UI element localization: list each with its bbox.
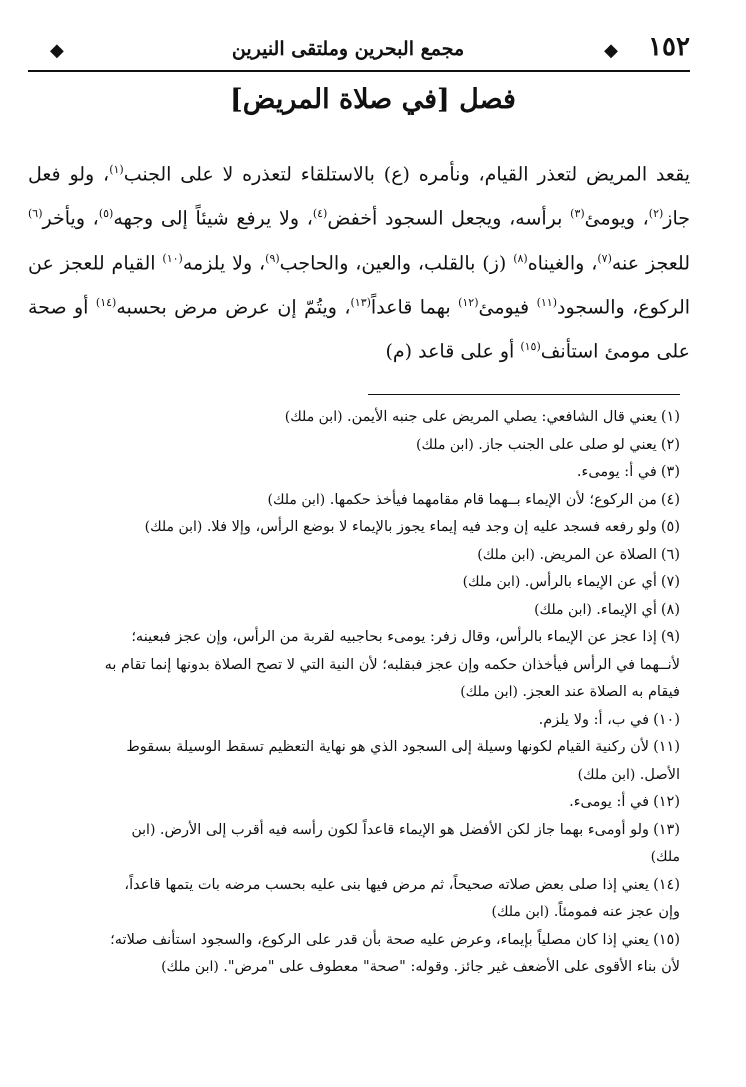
footnote-citation: (ابن ملك) (460, 684, 523, 700)
body-text-segment: ، ويأخر (42, 207, 99, 230)
body-text-segment: ، ولو فعل جاز (28, 163, 691, 230)
footnote (100, 927, 680, 982)
footnotes (100, 404, 680, 982)
footnote-number: (٤) (660, 491, 680, 508)
footnote (100, 514, 680, 542)
footnote (100, 597, 680, 625)
body-text-segment: فيومئ (478, 296, 537, 319)
footnote-number: (٩) (660, 629, 680, 645)
footnote-citation: (ابن ملك) (534, 601, 597, 618)
footnote-number: (٧) (660, 574, 680, 590)
diamond-ornament-icon: ◆ (604, 40, 618, 61)
footnote-ref: (٦) (28, 207, 43, 221)
body-text-segment: ، ويومئ (584, 207, 649, 230)
footnote-text: يعني إذا صلى بعض صلاته صحيحاً، ثم مرض فيها بنى عليه بحسب مرضه بات يتمها قاعداً، وإن عجز عنه فمومئاً. (124, 876, 680, 920)
footnote-text: في أ: يومىء. (576, 464, 657, 480)
footnote-number: (١٢) (653, 794, 680, 810)
footnote-text: أي عن الإيماء بالرأس. (524, 574, 657, 590)
footnote-ref: (٩) (265, 251, 280, 265)
body-text-segment: ، والغيناه (527, 251, 598, 274)
footnote (100, 404, 680, 432)
footnote-text: ولو أومىء بهما جاز لكن الأفضل هو الإيماء قاعداً لكون رأسه فيه أقرب إلى الأرض. (159, 821, 650, 838)
footnote-text: يعني لو صلى على الجنب جاز. (478, 436, 657, 453)
footnote-number: (٦) (660, 546, 680, 563)
footnote-citation: (ابن ملك) (144, 519, 207, 535)
section-title: فصل [في صلاة المريض] (230, 84, 516, 115)
running-header (28, 30, 690, 72)
footnote-number: (١٣) (653, 821, 680, 838)
running-title: مجمع البحرين وملتقى النيرين (231, 38, 465, 60)
footnote (100, 487, 680, 515)
footnote-number: (١٥) (653, 931, 680, 948)
footnote (100, 707, 680, 735)
body-text-segment: (ز) بالقلب، والعين، والحاجب (279, 251, 514, 274)
footnote-text: أي الإيماء. (596, 601, 657, 618)
footnote-citation: (ابن ملك) (131, 821, 680, 865)
page-number: ١٥٢ (648, 32, 690, 62)
footnote-citation: (ابن ملك) (161, 959, 224, 975)
footnote-citation: (ابن ملك) (577, 766, 640, 783)
body-text-segment: القيام للعجز عن الركوع، والسجود (28, 251, 691, 319)
footnote (100, 734, 680, 789)
footnote-ref: (١٤) (95, 295, 117, 309)
footnote (100, 817, 680, 872)
footnote-citation: (ابن ملك) (477, 546, 540, 563)
footnote-ref: (٢) (648, 207, 664, 221)
footnote-text: في ب، أ: ولا يلزم. (538, 711, 650, 728)
body-text-segment: ، ويتُمّ إن عرض مرض بحسبه (116, 296, 351, 319)
footnote (100, 569, 680, 597)
footnote-ref: (١٢) (458, 295, 479, 309)
footnote-number: (٨) (660, 601, 680, 618)
footnote-ref: (١٣) (350, 295, 371, 309)
body-text-segment: للعجز عنه (611, 251, 690, 274)
footnote-text: الصلاة عن المريض. (539, 546, 657, 563)
footnote-citation: (ابن ملك) (491, 904, 554, 920)
footnote-text: ولو رفعه فسجد عليه إن وجد فيه إيماء يجوز بالإيماء لا بوضع الرأس، وإلا فلا. (206, 519, 657, 535)
footnote (100, 624, 680, 707)
body-text-segment: أو صحة على مومئ استأنف (28, 296, 690, 363)
footnote-text: في أ: يومىء. (569, 794, 650, 810)
footnote-citation: (ابن ملك) (267, 491, 330, 508)
footnote-text: من الركوع؛ لأن الإيماء بــهما قام مقامهما فيأخذ حكمها. (329, 491, 657, 508)
footnote (100, 432, 680, 460)
body-text-segment: أو على قاعد (م) (385, 340, 521, 363)
footnote-number: (٥) (660, 519, 680, 535)
footnote-citation: (ابن ملك) (284, 409, 347, 425)
body-text-segment: ، ولا يرفع شيئاً إلى وجهه (113, 207, 313, 230)
footnote-ref: (٣) (570, 207, 585, 221)
body-text-segment: يقعد المريض لتعذر القيام، ونأمره (ع) بالاستلقاء لتعذره لا على الجنب (123, 163, 690, 186)
footnote-ref: (٤) (312, 207, 328, 221)
footnote (100, 459, 680, 487)
body-text-segment: ، ولا يلزمه (182, 251, 266, 274)
body-text-segment: برأسه، ويجعل السجود أخفض (327, 207, 571, 230)
footnote-ref: (٨) (513, 251, 528, 265)
footnote (100, 872, 680, 927)
footnote-number: (٣) (660, 464, 680, 480)
footnote-ref: (١١) (536, 295, 557, 309)
footnote-ref: (١) (109, 163, 124, 176)
footnote-citation: (ابن ملك) (462, 574, 525, 590)
diamond-ornament-icon: ◆ (50, 40, 64, 61)
footnote-ref: (١٠) (162, 251, 183, 265)
footnote-citation: (ابن ملك) (416, 436, 479, 453)
footnote-number: (١١) (653, 739, 680, 755)
footnote-text: يعني قال الشافعي: يصلي المريض على جنبه الأيمن. (347, 409, 657, 425)
footnote-number: (٢) (660, 436, 680, 453)
main-text (28, 150, 690, 372)
body-text-segment: بهما قاعداً (370, 296, 459, 319)
footnote-ref: (١٥) (520, 340, 541, 354)
footnote-ref: (٧) (597, 251, 612, 265)
footnote-ref: (٥) (98, 207, 114, 221)
footnote-number: (١) (660, 409, 680, 425)
footnote-number: (١٤) (653, 876, 680, 893)
footnote-text: لأن ركنية القيام لكونها وسيلة إلى السجود الذي هو نهاية التعظيم تسقط الوسيلة بسقوط الأصل. (126, 739, 680, 783)
footnote (100, 789, 680, 817)
footnote (100, 542, 680, 570)
footnote-text: إذا عجز عن الإيماء بالرأس، وقال زفر: يومىء بحاجبيه لقربة من الرأس، وإن عجز فبعينه؛ لأنــهما في الرأس فيأخذان حكمه وإن عجز فبقلبه؛ لأن النية التي لا تصح الصلاة بدونها إنما تقام به فيقام به الصلاة عند العجز. (104, 629, 680, 700)
footnote-text: يعني إذا كان مصلياً بإيماء، وعرض عليه صحة بأن قدر على الركوع، والسجود استأنف صلاته؛ لأن بناء الأقوى على الأضعف غير جائز. وقوله: "صحة" معطوف على "مرض". (110, 931, 680, 975)
footnote-divider (368, 394, 680, 395)
footnote-number: (١٠) (653, 711, 680, 728)
